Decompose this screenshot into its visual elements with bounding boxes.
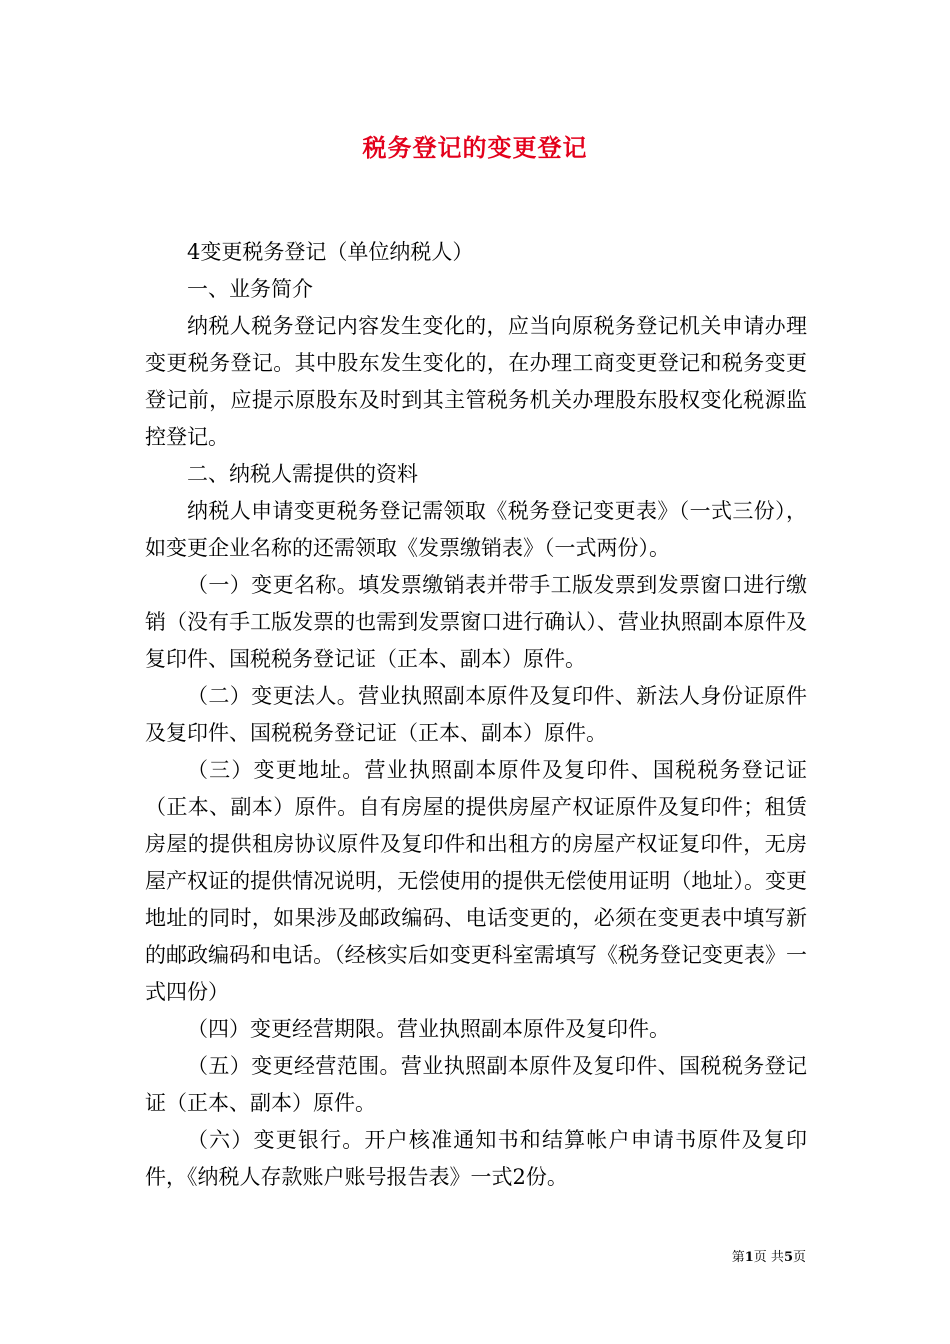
subsection-heading: 一、业务简介 [187, 277, 313, 301]
document-body [145, 234, 807, 1196]
body-paragraph: 纳税人税务登记内容发生变化的，应当向原税务登记机关申请办理变更税务登记。其中股东发生变化的，在办理工商变更登记和税务变更登记前，应提示原股东及时到其主管税务机关办理股东股权变化税源监控登记。 [145, 314, 807, 449]
list-item: （六）变更银行。开户核准通知书和结算帐户申请书原件及复印件，《纳税人存款账户账号报告表》一式2份。 [145, 1128, 807, 1189]
list-item: （四）变更经营期限。营业执照副本原件及复印件。 [187, 1017, 670, 1041]
list-item: （五）变更经营范围。营业执照副本原件及复印件、国税税务登记证（正本、副本）原件。 [145, 1054, 807, 1115]
document-title: 税务登记的变更登记 [362, 133, 588, 162]
current-page-number: 1 [744, 1250, 754, 1265]
body-paragraph: 纳税人申请变更税务登记需领取《税务登记变更表》（一式三份），如变更企业名称的还需领取《发票缴销表》（一式两份）。 [145, 499, 807, 560]
page-number-middle: 页 共 [753, 1250, 784, 1265]
section-heading: 4变更税务登记（单位纳税人） [187, 240, 474, 264]
page-number-prefix: 第 [731, 1250, 745, 1265]
page-number-suffix: 页 [792, 1250, 806, 1265]
total-page-count: 5 [783, 1250, 793, 1265]
list-item: （三）变更地址。营业执照副本原件及复印件、国税税务登记证（正本、副本）原件。自有房屋的提供房屋产权证原件及复印件；租赁房屋的提供租房协议原件及复印件和出租方的房屋产权证复印件，无房屋产权证的提供情况说明，无偿使用的提供无偿使用证明（地址）。变更地址的同时，如果涉及邮政编码、电话变更的，必须在变更表中填写新的邮政编码和电话。（经核实后如变更科室需填写《税务登记变更表》一式四份） [145, 758, 807, 1004]
page-number [732, 1249, 806, 1267]
list-item: （二）变更法人。营业执照副本原件及复印件、新法人身份证原件及复印件、国税税务登记证（正本、副本）原件。 [145, 684, 807, 745]
subsection-heading: 二、纳税人需提供的资料 [187, 462, 418, 486]
list-item: （一）变更名称。填发票缴销表并带手工版发票到发票窗口进行缴销（没有手工版发票的也需到发票窗口进行确认）、营业执照副本原件及复印件、国税税务登记证（正本、副本）原件。 [145, 573, 807, 671]
